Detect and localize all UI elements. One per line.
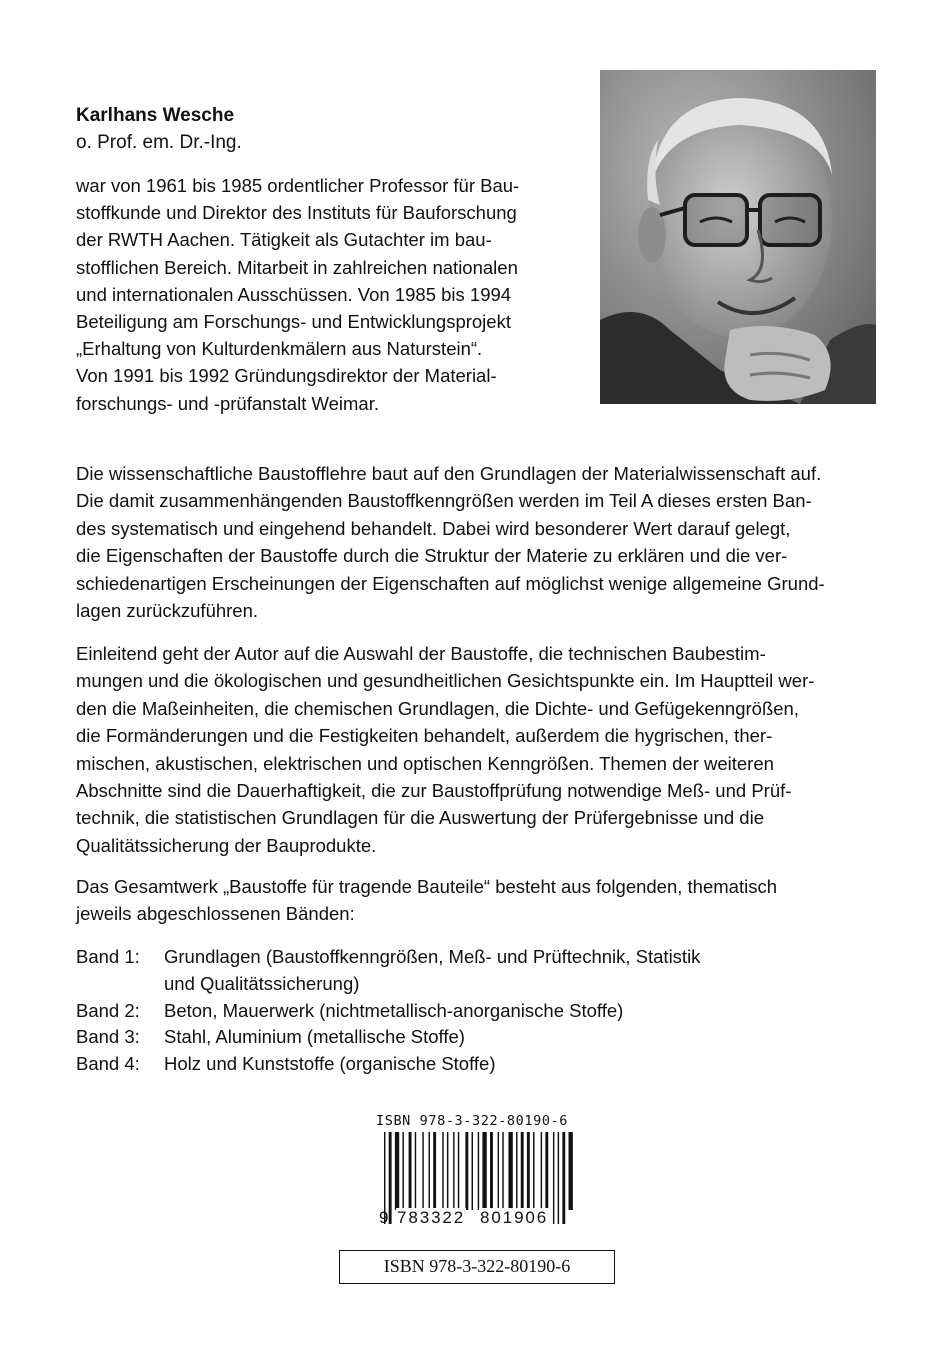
author-title: o. Prof. em. Dr.-Ing. [76, 132, 242, 153]
bio-line: „Erhaltung von Kulturdenkmälern aus Naturstein“. [76, 338, 483, 360]
bio-line: und internationalen Ausschüssen. Von 1985 bis 1994 [76, 283, 512, 305]
text-line: Abschnitte sind die Dauerhaftigkeit, die zur Baustoffprüfung notwendige Meß- und Prüf- [76, 780, 792, 802]
volume-label: Band 2: [76, 999, 140, 1021]
text-line: den die Maßeinheiten, die chemischen Grundlagen, die Dichte- und Gefügekenngrößen, [76, 697, 799, 719]
description-paragraph-3 [76, 873, 886, 928]
bio-line: der RWTH Aachen. Tätigkeit als Gutachter im bau- [76, 229, 492, 251]
barcode-bar [429, 1132, 430, 1210]
text-line: jeweils abgeschlossenen Bänden: [76, 903, 355, 925]
barcode-bar [415, 1132, 416, 1210]
bio-line: stofflichen Bereich. Mitarbeit in zahlreichen nationalen [76, 256, 518, 278]
volume-item [76, 944, 876, 971]
volume-title: Beton, Mauerwerk (nichtmetallisch-anorganische Stoffe) [164, 999, 624, 1021]
barcode-bar [395, 1132, 399, 1210]
barcode-bar [541, 1132, 542, 1210]
barcode-digits-right: 801906 [480, 1208, 549, 1227]
barcode-bar [482, 1132, 486, 1210]
author-header [76, 102, 576, 156]
text-line: mischen, akustischen, elektrischen und optischen Kenngrößen. Themen der weiteren [76, 752, 774, 774]
volume-label: Band 3: [76, 1026, 140, 1048]
text-line: die Formänderungen und die Festigkeiten behandelt, außerdem die hygrischen, ther- [76, 725, 773, 747]
barcode-bar [442, 1132, 443, 1210]
volume-label: Band 1: [76, 946, 140, 967]
barcode-bar [502, 1132, 503, 1210]
barcode-bar [409, 1132, 412, 1210]
text-line: Einleitend geht der Autor auf die Auswahl der Baustoffe, die technischen Baubestim- [76, 643, 766, 664]
description-paragraph-2 [76, 640, 886, 859]
text-line: Die wissenschaftliche Baustofflehre baut auf den Grundlagen der Materialwissenschaft auf. [76, 463, 822, 484]
barcode-bar [465, 1132, 468, 1210]
isbn-box: ISBN 978-3-322-80190-6 [339, 1250, 615, 1284]
barcode-bar [562, 1132, 565, 1224]
barcode-bar [553, 1132, 554, 1224]
text-line: Das Gesamtwerk „Baustoffe für tragende Bauteile“ besteht aus folgenden, thematisch [76, 876, 777, 897]
author-bio [76, 172, 576, 417]
barcode-bar [447, 1132, 448, 1210]
barcode-bar [508, 1132, 512, 1210]
barcode-bar [422, 1132, 423, 1210]
barcode-bar [458, 1132, 459, 1210]
barcode-digits-left: 783322 [397, 1208, 466, 1227]
description-paragraph-1 [76, 460, 886, 624]
text-line: des systematisch und eingehend behandelt. Dabei wird besonderer Wert darauf gelegt, [76, 517, 791, 539]
author-photo [600, 70, 876, 404]
barcode-bar [498, 1132, 499, 1210]
text-line: Die damit zusammenhängenden Baustoffkenngrößen werden im Teil A dieses ersten Ban- [76, 490, 812, 512]
author-name: Karlhans Wesche [76, 105, 235, 126]
barcode-bar [533, 1132, 534, 1210]
text-line: mungen und die ökologischen und gesundheitlichen Gesichtspunkte ein. Im Hauptteil wer- [76, 670, 815, 692]
bio-line: war von 1961 bis 1985 ordentlicher Professor für Bau- [76, 175, 520, 196]
barcode-bar [490, 1132, 493, 1210]
volume-title: und Qualitätssicherung) [164, 972, 360, 994]
text-line: die Eigenschaften der Baustoffe durch die Struktur der Materie zu erklären und die ver- [76, 545, 788, 567]
volume-title: Stahl, Aluminium (metallische Stoffe) [164, 1026, 465, 1048]
text-line: technik, die statistischen Grundlagen für die Auswertung der Prüfergebnisse und die [76, 807, 764, 829]
barcode-bar [558, 1132, 559, 1224]
text-line: schiedenartigen Erscheinungen der Eigenschaften auf möglichst wenige allgemeine Grund- [76, 572, 825, 594]
author-portrait-illustration [600, 70, 876, 404]
barcode-bar [453, 1132, 454, 1210]
barcode-bar [402, 1132, 403, 1210]
volume-item-continuation [76, 971, 876, 998]
text-line: Qualitätssicherung der Bauprodukte. [76, 834, 377, 856]
barcode-isbn-label: ISBN 978-3-322-80190-6 [376, 1113, 569, 1129]
bio-line: forschungs- und -prüfanstalt Weimar. [76, 392, 379, 414]
barcode-bar [521, 1132, 524, 1210]
barcode-bar [478, 1132, 479, 1210]
volume-title: Grundlagen (Baustoffkenngrößen, Meß- und Prüftechnik, Statistik [164, 946, 701, 967]
barcode-bar [516, 1132, 517, 1210]
bio-line: Beteiligung am Forschungs- und Entwicklungsprojekt [76, 311, 511, 333]
volume-item [76, 1024, 876, 1051]
text-line: lagen zurückzuführen. [76, 600, 259, 622]
volume-item [76, 998, 876, 1025]
barcode-digit-first: 9 [379, 1208, 391, 1227]
volume-label: Band 4: [76, 1053, 140, 1075]
volume-item [76, 1051, 876, 1078]
barcode-bar [527, 1132, 530, 1210]
barcode-bar [569, 1132, 573, 1210]
barcode-bar [433, 1132, 436, 1210]
barcode-bar [545, 1132, 548, 1210]
bio-line: Von 1991 bis 1992 Gründungsdirektor der Material- [76, 365, 497, 387]
barcode-bar [472, 1132, 473, 1210]
bio-line: stoffkunde und Direktor des Instituts für Bauforschung [76, 202, 517, 224]
volume-title: Holz und Kunststoffe (organische Stoffe) [164, 1053, 496, 1075]
volume-list [76, 944, 876, 1078]
